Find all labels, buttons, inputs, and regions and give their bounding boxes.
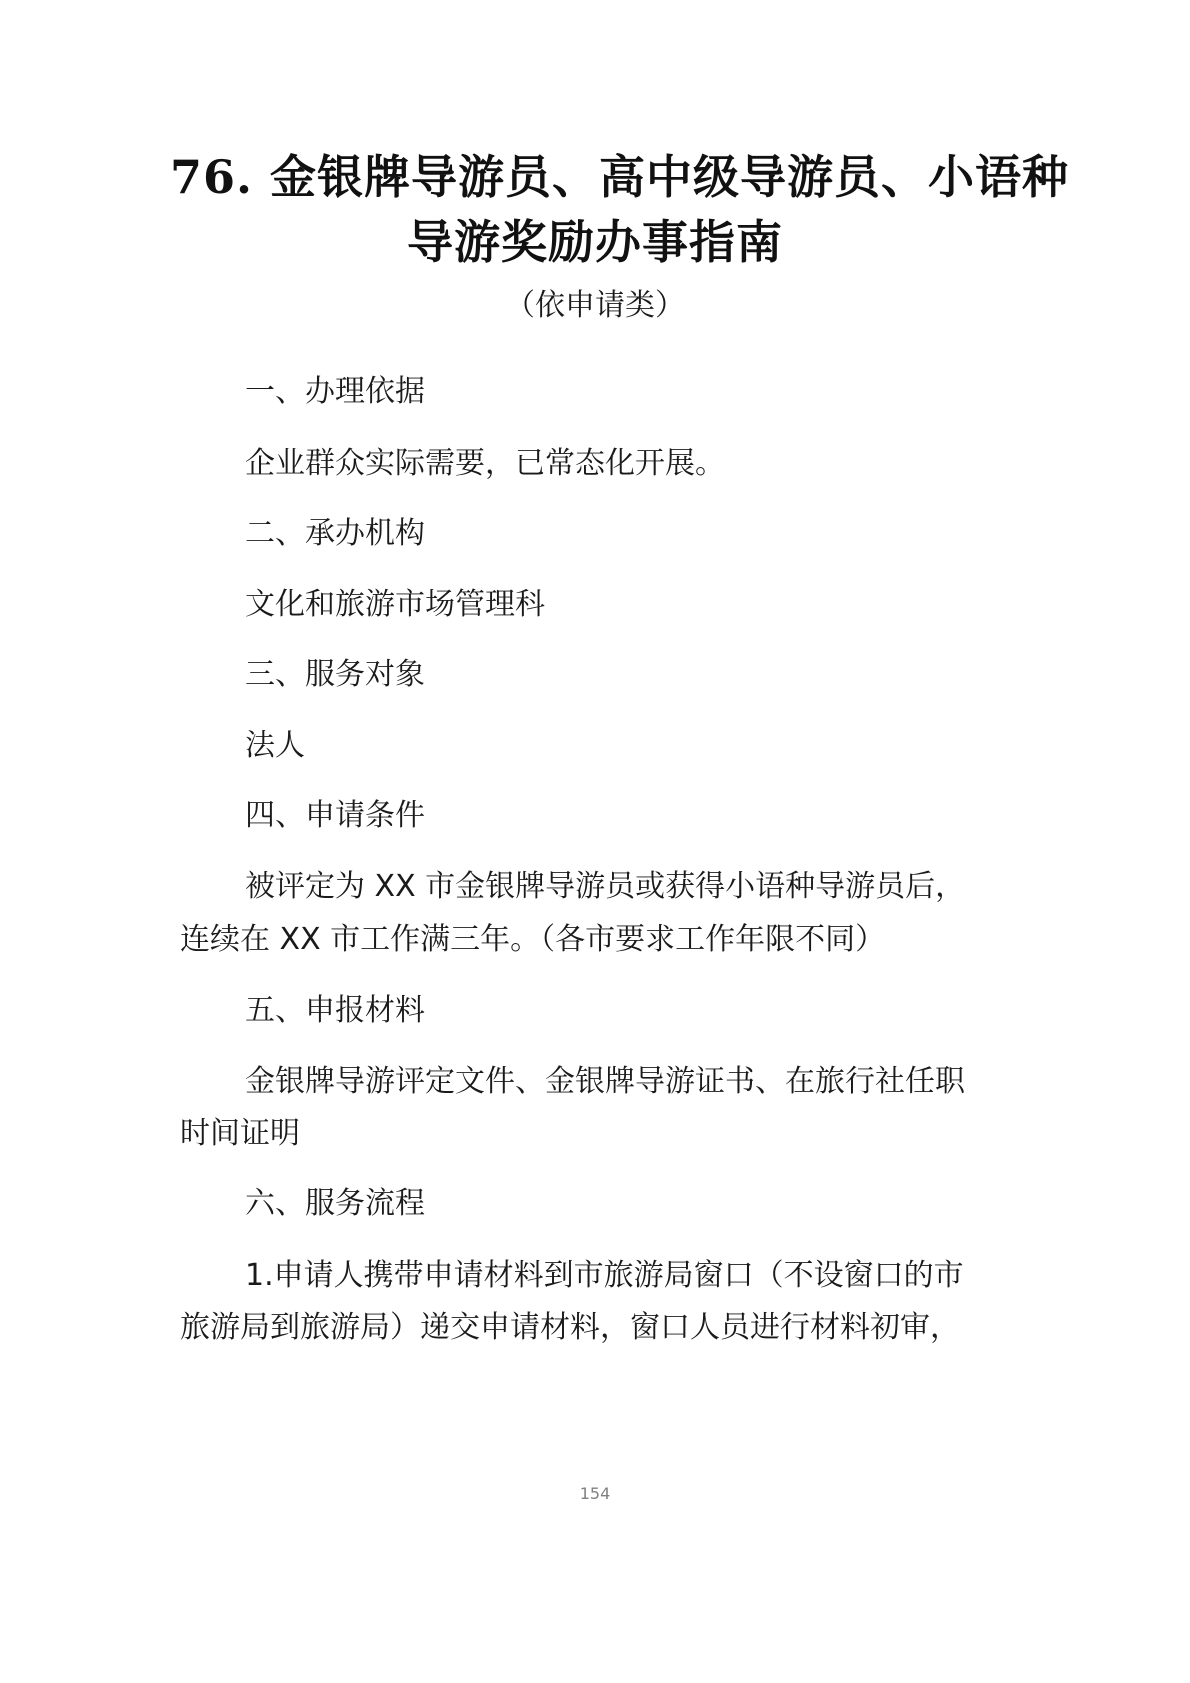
document-title-line-1: 76. 金银牌导游员、高中级导游员、小语种 bbox=[170, 150, 1070, 204]
section-heading-conditions: 四、申请条件 bbox=[245, 798, 425, 833]
section-heading-organization: 二、承办机构 bbox=[245, 516, 425, 551]
page-number: 154 bbox=[579, 1484, 611, 1503]
section-heading-service-target: 三、服务对象 bbox=[245, 657, 425, 692]
section-text-process-line-2: 旅游局到旅游局）递交申请材料，窗口人员进行材料初审， bbox=[180, 1310, 960, 1345]
section-heading-process: 六、服务流程 bbox=[245, 1186, 425, 1221]
section-text-basis: 企业群众实际需要，已常态化开展。 bbox=[245, 446, 725, 481]
section-heading-materials: 五、申报材料 bbox=[245, 993, 425, 1028]
section-text-process-line-1: 1.申请人携带申请材料到市旅游局窗口（不设窗口的市 bbox=[245, 1258, 964, 1293]
section-text-conditions-line-1: 被评定为 XX 市金银牌导游员或获得小语种导游员后， bbox=[245, 869, 966, 904]
section-text-materials-line-1: 金银牌导游评定文件、金银牌导游证书、在旅行社任职 bbox=[245, 1064, 965, 1099]
section-text-materials-line-2: 时间证明 bbox=[180, 1116, 300, 1151]
section-text-organization: 文化和旅游市场管理科 bbox=[245, 587, 545, 622]
document-title-line-2: 导游奖励办事指南 bbox=[407, 215, 783, 269]
document-subtitle: （依申请类） bbox=[505, 288, 685, 323]
section-text-service-target: 法人 bbox=[245, 728, 305, 763]
section-text-conditions-line-2: 连续在 XX 市工作满三年。（各市要求工作年限不同） bbox=[180, 922, 886, 957]
section-heading-basis: 一、办理依据 bbox=[245, 374, 425, 409]
